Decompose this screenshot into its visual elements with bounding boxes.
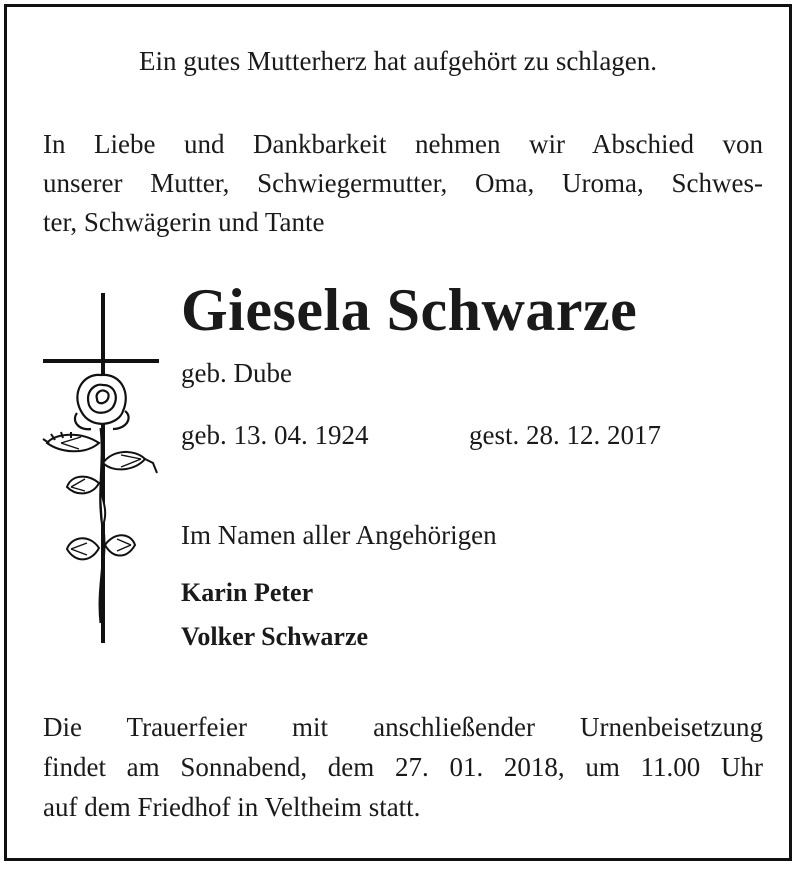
mourner-name: Karin Peter [181, 578, 314, 607]
cross-with-rose-icon [41, 293, 161, 643]
funeral-line-3: auf dem Friedhof in Veltheim statt. [43, 792, 421, 822]
funeral-paragraph [43, 707, 763, 827]
maiden-name: geb. Dube [181, 358, 292, 388]
intro-paragraph [43, 125, 763, 242]
opening-line: Ein gutes Mutterherz hat aufgehört zu schlagen. [138, 46, 658, 76]
funeral-line-1: Die Trauerfeier mit anschließender Urnenbeisetzung [43, 712, 763, 742]
funeral-line-2: findet am Sonnabend, dem 27. 01. 2018, um 11.00 Uhr [43, 752, 763, 782]
intro-line-2: unserer Mutter, Schwiegermutter, Oma, Uroma, Schwes- [43, 168, 763, 198]
death-notice [4, 4, 792, 861]
on-behalf-line: Im Namen aller Angehörigen [181, 520, 497, 550]
death-date: gest. 28. 12. 2017 [469, 420, 661, 450]
deceased-name: Giesela Schwarze [181, 277, 638, 343]
mourner-name: Volker Schwarze [181, 622, 369, 651]
intro-line-3: ter, Schwägerin und Tante [43, 207, 325, 237]
intro-line-1: In Liebe und Dankbarkeit nehmen wir Abschied von [43, 129, 763, 159]
birth-date: geb. 13. 04. 1924 [181, 420, 369, 450]
